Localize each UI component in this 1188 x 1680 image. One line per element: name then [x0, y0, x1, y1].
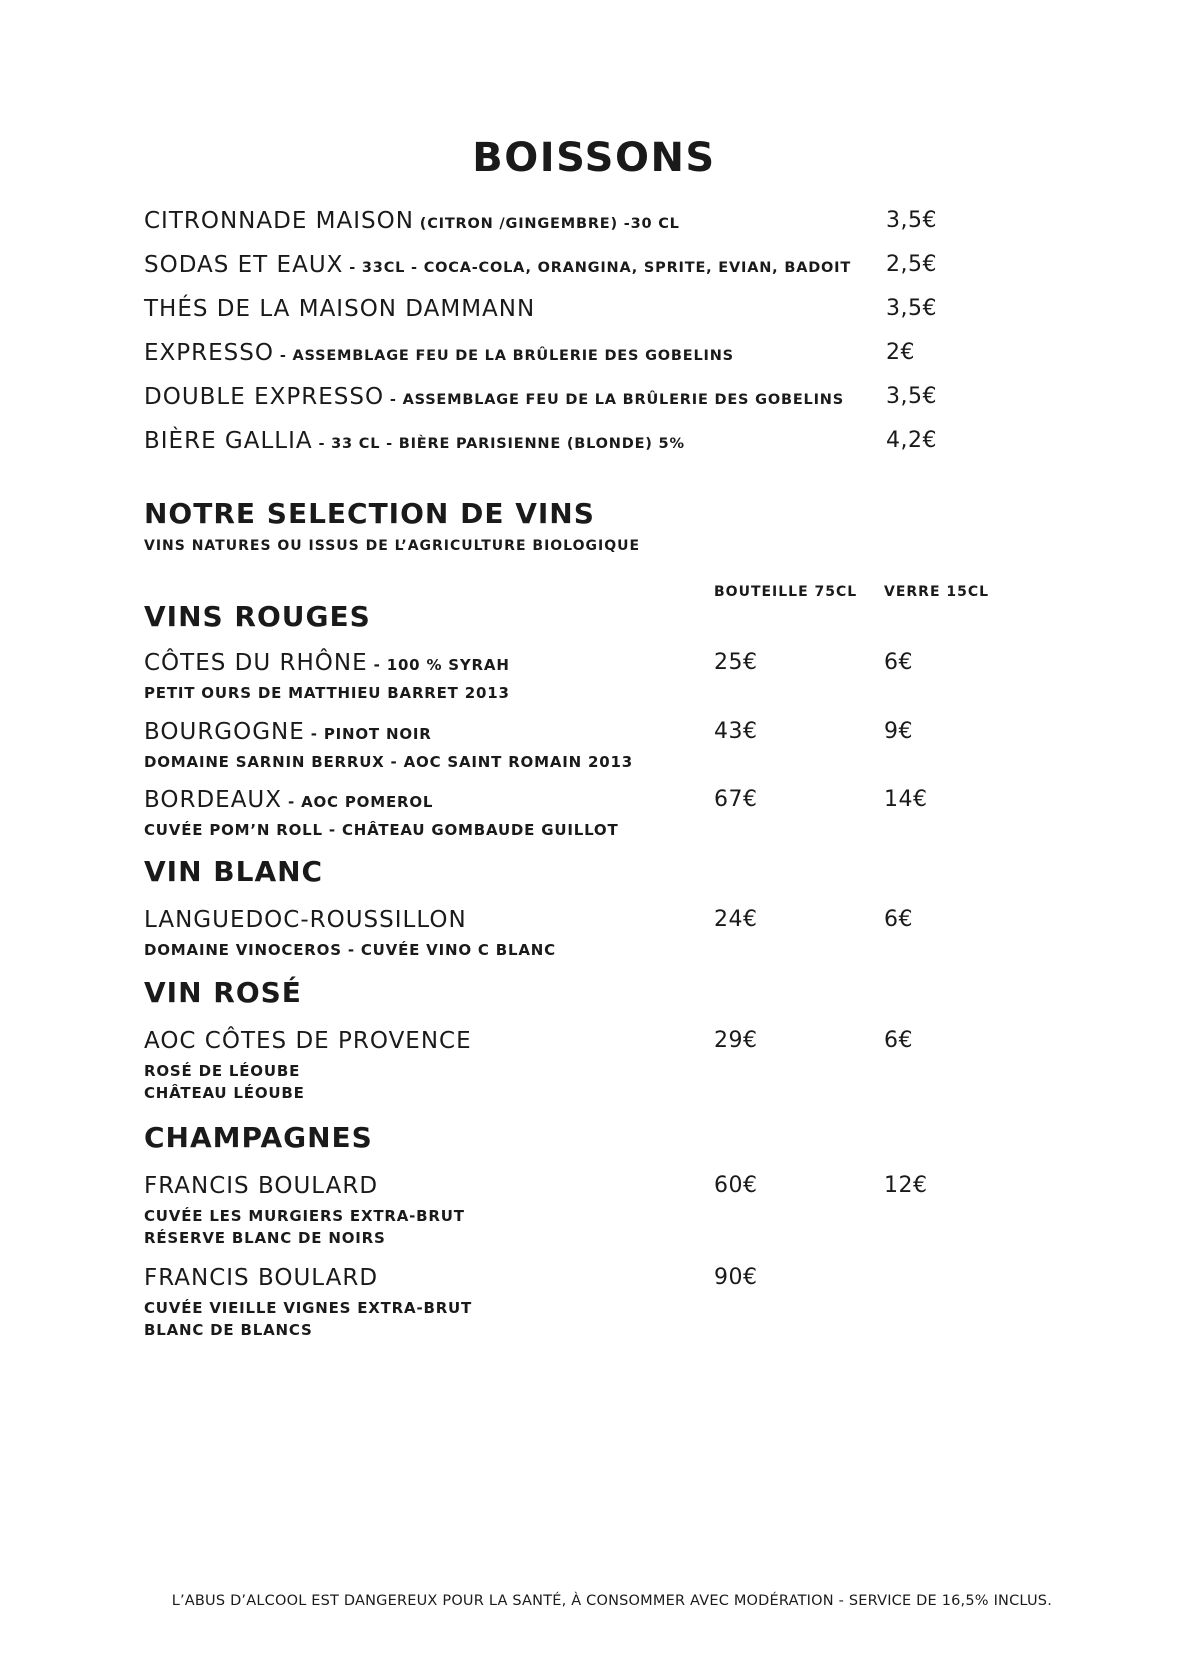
drink-name: EXPRESSO — [144, 340, 274, 366]
wine-item — [144, 1028, 1044, 1102]
glass-column-header: VERRE 15CL — [884, 584, 990, 600]
wine-grape: - AOC POMEROL — [282, 793, 434, 811]
glass-price: 6€ — [884, 907, 913, 932]
bottle-price: 60€ — [714, 1173, 758, 1198]
wine-name: CÔTES DU RHÔNE — [144, 650, 368, 676]
drink-detail: - 33CL - COCA-COLA, ORANGINA, SPRITE, EVIAN, BADOIT — [343, 260, 852, 276]
wine-name: LANGUEDOC-ROUSSILLON — [144, 907, 467, 933]
glass-price: 6€ — [884, 1028, 913, 1053]
wine-producer: CHÂTEAU LÉOUBE — [144, 1084, 305, 1102]
wine-grape: - PINOT NOIR — [304, 725, 432, 743]
wine-cuvee: CUVÉE LES MURGIERS EXTRA-BRUT — [144, 1207, 465, 1225]
glass-price: 12€ — [884, 1173, 928, 1198]
drink-name: CITRONNADE MAISON — [144, 208, 414, 234]
wine-name: FRANCIS BOULARD — [144, 1173, 379, 1199]
white-wine-heading: VIN BLANC — [144, 855, 324, 888]
bottle-price: 90€ — [714, 1265, 758, 1290]
wine-item — [144, 907, 1044, 959]
drink-row — [144, 340, 944, 372]
wine-producer: DOMAINE SARNIN BERRUX - AOC SAINT ROMAIN 2013 — [144, 753, 633, 771]
drink-row — [144, 296, 944, 328]
drink-name: THÉS DE LA MAISON DAMMANN — [144, 296, 536, 322]
wine-cuvee: ROSÉ DE LÉOUBE — [144, 1062, 301, 1080]
wine-name: FRANCIS BOULARD — [144, 1265, 379, 1291]
footer-disclaimer: L’ABUS D’ALCOOL EST DANGEREUX POUR LA SANTÉ, À CONSOMMER AVEC MODÉRATION - SERVICE DE 16,5% INCLUS. — [171, 1593, 1052, 1609]
wine-name: BOURGOGNE — [144, 719, 305, 745]
wine-grape: - 100 % SYRAH — [367, 656, 510, 674]
wine-cuvee: CUVÉE VIEILLE VIGNES EXTRA-BRUT — [144, 1299, 473, 1317]
wine-item — [144, 1173, 1044, 1247]
wine-item — [144, 787, 1044, 839]
drink-row — [144, 252, 944, 284]
drink-detail: (CITRON /GINGEMBRE) -30 CL — [413, 216, 680, 232]
drink-name: SODAS ET EAUX — [144, 252, 344, 278]
wine-style: RÉSERVE BLANC DE NOIRS — [144, 1229, 386, 1247]
wine-name: AOC CÔTES DE PROVENCE — [144, 1028, 472, 1054]
drink-price: 2,5€ — [886, 252, 937, 277]
wine-item — [144, 1265, 1044, 1339]
wine-item — [144, 719, 1044, 771]
wine-selection-subtitle: VINS NATURES OU ISSUS DE L’AGRICULTURE BIOLOGIQUE — [144, 538, 641, 554]
bottle-price: 24€ — [714, 907, 758, 932]
bottle-price: 67€ — [714, 787, 758, 812]
champagnes-heading: CHAMPAGNES — [144, 1121, 373, 1154]
page-title: BOISSONS — [472, 135, 716, 181]
drink-price: 3,5€ — [886, 296, 937, 321]
wine-producer: DOMAINE VINOCEROS - CUVÉE VINO C BLANC — [144, 941, 556, 959]
glass-price: 6€ — [884, 650, 913, 675]
bottle-price: 25€ — [714, 650, 758, 675]
drink-price: 3,5€ — [886, 384, 937, 409]
drink-name: DOUBLE EXPRESSO — [144, 384, 385, 410]
drink-row — [144, 428, 944, 460]
bottle-column-header: BOUTEILLE 75CL — [714, 584, 858, 600]
drink-detail: - ASSEMBLAGE FEU DE LA BRÛLERIE DES GOBELINS — [273, 348, 734, 364]
drink-detail: - 33 CL - BIÈRE PARISIENNE (BLONDE) 5% — [312, 436, 685, 452]
drink-name: BIÈRE GALLIA — [144, 428, 313, 454]
red-wines-heading: VINS ROUGES — [144, 600, 371, 633]
drink-price: 4,2€ — [886, 428, 937, 453]
glass-price: 9€ — [884, 719, 913, 744]
wine-style: BLANC DE BLANCS — [144, 1321, 313, 1339]
wine-producer: PETIT OURS DE MATTHIEU BARRET 2013 — [144, 684, 510, 702]
wine-producer: CUVÉE POM’N ROLL - CHÂTEAU GOMBAUDE GUILLOT — [144, 821, 619, 839]
wine-selection-title: NOTRE SELECTION DE VINS — [144, 497, 595, 530]
drink-row — [144, 384, 944, 416]
wine-name: BORDEAUX — [144, 787, 283, 813]
rose-wine-heading: VIN ROSÉ — [144, 976, 302, 1009]
drink-row — [144, 208, 944, 240]
wine-item — [144, 650, 1044, 702]
drink-price: 3,5€ — [886, 208, 937, 233]
bottle-price: 43€ — [714, 719, 758, 744]
drink-price: 2€ — [886, 340, 915, 365]
bottle-price: 29€ — [714, 1028, 758, 1053]
glass-price: 14€ — [884, 787, 928, 812]
drink-detail: - ASSEMBLAGE FEU DE LA BRÛLERIE DES GOBELINS — [384, 392, 844, 408]
